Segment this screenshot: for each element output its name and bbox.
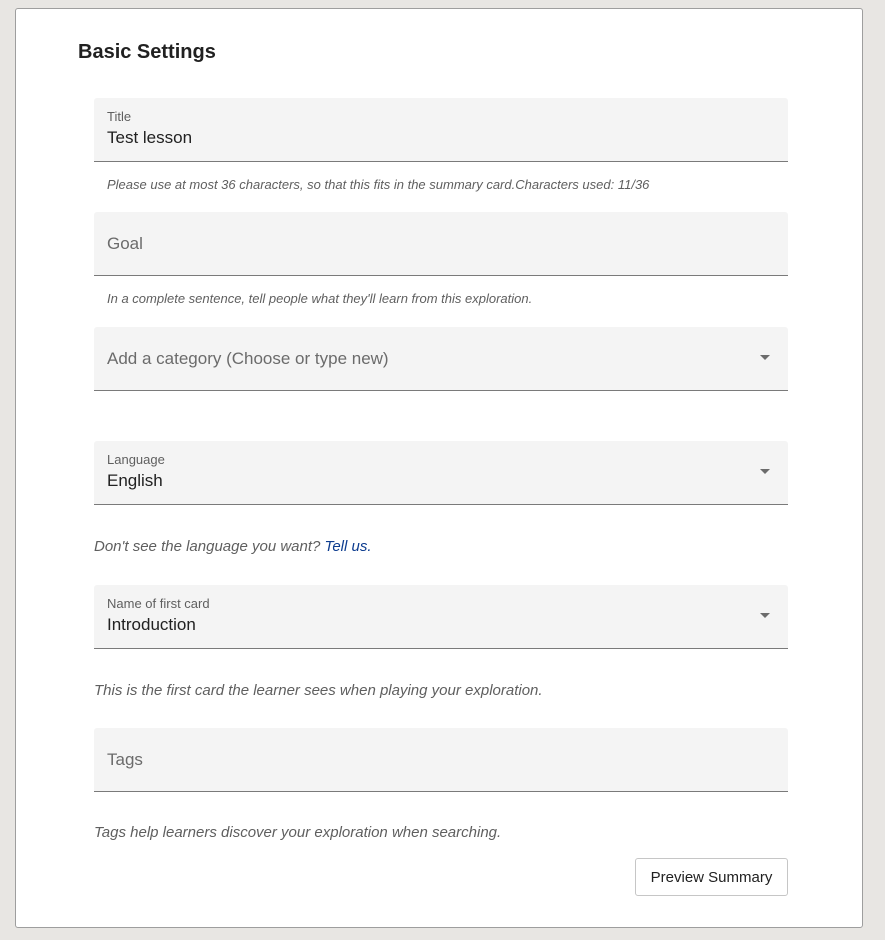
- goal-field-placeholder: Goal: [107, 234, 143, 253]
- basic-settings-card: [15, 8, 863, 928]
- category-select[interactable]: [94, 327, 788, 391]
- chevron-down-icon: [760, 355, 770, 360]
- language-select-value: English: [107, 471, 163, 490]
- tags-field-placeholder: Tags: [107, 750, 143, 769]
- tags-note: Tags help learners discover your exploration when searching.: [94, 824, 502, 841]
- language-note: [94, 538, 372, 555]
- first-card-select[interactable]: [94, 585, 788, 649]
- category-select-placeholder: Add a category (Choose or type new): [107, 349, 389, 368]
- title-field-value: Test lesson: [107, 128, 193, 147]
- title-hint: Please use at most 36 characters, so that this fits in the summary card.Characters used: 11/36: [107, 177, 650, 192]
- card-title: Basic Settings: [78, 41, 216, 63]
- tell-us-link[interactable]: Tell us.: [324, 538, 372, 555]
- title-field[interactable]: [94, 98, 788, 162]
- first-card-note: This is the first card the learner sees when playing your exploration.: [94, 682, 543, 699]
- goal-hint: In a complete sentence, tell people what they'll learn from this exploration.: [107, 291, 533, 306]
- first-card-select-value: Introduction: [107, 615, 196, 634]
- chevron-down-icon: [760, 613, 770, 618]
- language-select-label: Language: [107, 452, 165, 467]
- tags-field[interactable]: [94, 728, 788, 792]
- title-field-label: Title: [107, 109, 132, 124]
- language-select[interactable]: [94, 441, 788, 505]
- language-note-text: Don't see the language you want?: [94, 538, 321, 555]
- preview-summary-button[interactable]: Preview Summary: [635, 858, 788, 896]
- first-card-select-label: Name of first card: [107, 596, 210, 611]
- chevron-down-icon: [760, 469, 770, 474]
- goal-field[interactable]: [94, 212, 788, 276]
